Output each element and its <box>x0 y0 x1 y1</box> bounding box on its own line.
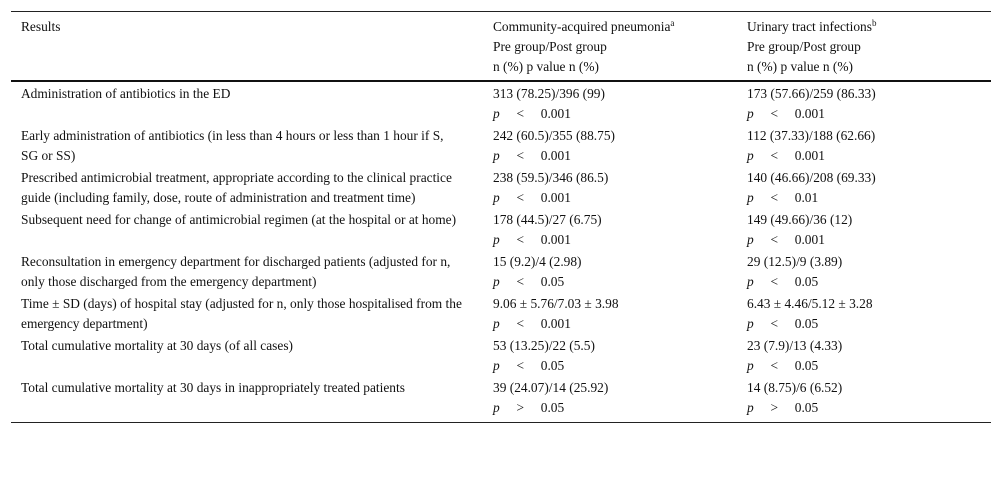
cap-p-number: 0.001 <box>540 148 571 163</box>
header-cap <box>493 12 747 82</box>
uti-value: 112 (37.33)/188 (62.66) <box>747 128 876 143</box>
cap-p-number: 0.05 <box>540 358 565 373</box>
row-label-cell <box>11 334 493 376</box>
row-label-cell <box>11 166 493 208</box>
table-row <box>11 292 991 334</box>
results-table-container <box>11 11 981 423</box>
cap-value-cell <box>493 292 747 334</box>
cap-value-cell <box>493 81 747 124</box>
table-row <box>11 208 991 250</box>
row-label-cell <box>11 81 493 124</box>
uti-value-cell <box>747 250 991 292</box>
table-header <box>11 12 991 82</box>
header-uti <box>747 12 991 82</box>
header-uti-title <box>747 17 991 37</box>
cap-p-operator: < <box>516 316 525 331</box>
uti-value-cell <box>747 124 991 166</box>
uti-p-number: 0.05 <box>794 400 819 415</box>
uti-value: 149 (49.66)/36 (12) <box>747 212 853 227</box>
uti-value-cell <box>747 334 991 376</box>
cap-p-number: 0.05 <box>540 400 565 415</box>
uti-p-operator: < <box>770 358 779 373</box>
uti-p-operator: < <box>770 274 779 289</box>
cap-p-operator: < <box>516 190 525 205</box>
table-row <box>11 334 991 376</box>
row-label-cell <box>11 208 493 250</box>
cap-p-number: 0.001 <box>540 232 571 247</box>
row-label: Early administration of antibiotics (in less than 4 hours or less than 1 hour if S, SG or SS) <box>21 128 444 163</box>
uti-p-value: p < 0.001 <box>747 106 825 121</box>
uti-value: 140 (46.66)/208 (69.33) <box>747 170 876 185</box>
cap-p-value: p < 0.001 <box>493 148 571 163</box>
cap-value: 39 (24.07)/14 (25.92) <box>493 380 609 395</box>
row-label-cell <box>11 376 493 423</box>
cap-value-cell <box>493 124 747 166</box>
uti-p-number: 0.05 <box>794 358 819 373</box>
uti-p-number: 0.01 <box>794 190 819 205</box>
uti-p-value: p < 0.001 <box>747 148 825 163</box>
cap-p-value: p < 0.05 <box>493 274 565 289</box>
uti-value-cell <box>747 292 991 334</box>
cap-p-operator: > <box>516 400 525 415</box>
cap-value-cell <box>493 334 747 376</box>
uti-value: 173 (57.66)/259 (86.33) <box>747 86 876 101</box>
results-table <box>11 11 991 423</box>
row-label: Total cumulative mortality at 30 days in inappropriately treated patients <box>21 380 405 395</box>
uti-value-cell <box>747 166 991 208</box>
uti-p-number: 0.001 <box>794 148 825 163</box>
uti-p-value: p > 0.05 <box>747 400 819 415</box>
uti-value: 23 (7.9)/13 (4.33) <box>747 338 843 353</box>
row-label: Administration of antibiotics in the ED <box>21 86 231 101</box>
row-label: Prescribed antimicrobial treatment, appropriate according to the clinical practice guide (including family, dose, route of administration and treatment time) <box>21 170 452 205</box>
uti-p-value: p < 0.05 <box>747 358 819 373</box>
uti-value: 14 (8.75)/6 (6.52) <box>747 380 843 395</box>
cap-value: 178 (44.5)/27 (6.75) <box>493 212 602 227</box>
cap-p-value: p > 0.05 <box>493 400 565 415</box>
header-uti-title-text: Urinary tract infections <box>747 19 872 34</box>
uti-p-number: 0.05 <box>794 274 819 289</box>
header-row <box>11 12 991 82</box>
table-row <box>11 81 991 124</box>
row-label: Time ± SD (days) of hospital stay (adjusted for n, only those hospitalised from the emergency department) <box>21 296 462 331</box>
table-row <box>11 166 991 208</box>
header-cap-subtitle: Pre group/Post group <box>493 39 607 54</box>
uti-value: 6.43 ± 4.46/5.12 ± 3.28 <box>747 296 873 311</box>
cap-p-value: p < 0.05 <box>493 358 565 373</box>
uti-p-operator: < <box>770 148 779 163</box>
cap-value: 9.06 ± 5.76/7.03 ± 3.98 <box>493 296 619 311</box>
uti-value-cell <box>747 376 991 423</box>
cap-value-cell <box>493 166 747 208</box>
table-row <box>11 376 991 423</box>
uti-p-number: 0.001 <box>794 106 825 121</box>
uti-p-operator: < <box>770 190 779 205</box>
cap-p-number: 0.05 <box>540 274 565 289</box>
cap-value: 53 (13.25)/22 (5.5) <box>493 338 595 353</box>
uti-p-operator: < <box>770 232 779 247</box>
uti-p-operator: < <box>770 316 779 331</box>
row-label-cell <box>11 250 493 292</box>
uti-value: 29 (12.5)/9 (3.89) <box>747 254 843 269</box>
header-cap-units: n (%) p value n (%) <box>493 59 599 74</box>
row-label-cell <box>11 292 493 334</box>
cap-p-value: p < 0.001 <box>493 190 571 205</box>
header-cap-title <box>493 17 747 37</box>
uti-p-number: 0.05 <box>794 316 819 331</box>
cap-value: 242 (60.5)/355 (88.75) <box>493 128 615 143</box>
cap-p-operator: < <box>516 232 525 247</box>
cap-p-number: 0.001 <box>540 190 571 205</box>
uti-value-cell <box>747 81 991 124</box>
row-label-cell <box>11 124 493 166</box>
cap-p-value: p < 0.001 <box>493 316 571 331</box>
cap-value-cell <box>493 250 747 292</box>
cap-p-operator: < <box>516 148 525 163</box>
cap-value: 313 (78.25)/396 (99) <box>493 86 605 101</box>
row-label: Subsequent need for change of antimicrobial regimen (at the hospital or at home) <box>21 212 457 227</box>
header-cap-footnote-marker: a <box>670 18 675 28</box>
cap-p-operator: < <box>516 274 525 289</box>
uti-p-value: p < 0.05 <box>747 274 819 289</box>
cap-value-cell <box>493 376 747 423</box>
header-cap-title-text: Community-acquired pneumonia <box>493 19 671 34</box>
cap-p-operator: < <box>516 358 525 373</box>
header-uti-subtitle: Pre group/Post group <box>747 39 861 54</box>
header-results <box>11 12 493 82</box>
cap-p-number: 0.001 <box>540 316 571 331</box>
table-row <box>11 250 991 292</box>
uti-p-operator: < <box>770 106 779 121</box>
uti-p-value: p < 0.05 <box>747 316 819 331</box>
header-uti-footnote-marker: b <box>871 18 877 28</box>
uti-p-number: 0.001 <box>794 232 825 247</box>
header-uti-units: n (%) p value n (%) <box>747 59 853 74</box>
cap-value-cell <box>493 208 747 250</box>
uti-p-operator: > <box>770 400 779 415</box>
uti-value-cell <box>747 208 991 250</box>
header-results-label: Results <box>21 19 61 34</box>
row-label: Total cumulative mortality at 30 days (of all cases) <box>21 338 293 353</box>
row-label: Reconsultation in emergency department for discharged patients (adjusted for n, only those discharged from the emergency department) <box>21 254 451 289</box>
uti-p-value: p < 0.01 <box>747 190 819 205</box>
table-row <box>11 124 991 166</box>
cap-value: 238 (59.5)/346 (86.5) <box>493 170 609 185</box>
cap-p-value: p < 0.001 <box>493 106 571 121</box>
uti-p-value: p < 0.001 <box>747 232 825 247</box>
table-body <box>11 81 991 423</box>
cap-p-operator: < <box>516 106 525 121</box>
cap-value: 15 (9.2)/4 (2.98) <box>493 254 582 269</box>
cap-p-value: p < 0.001 <box>493 232 571 247</box>
cap-p-number: 0.001 <box>540 106 571 121</box>
